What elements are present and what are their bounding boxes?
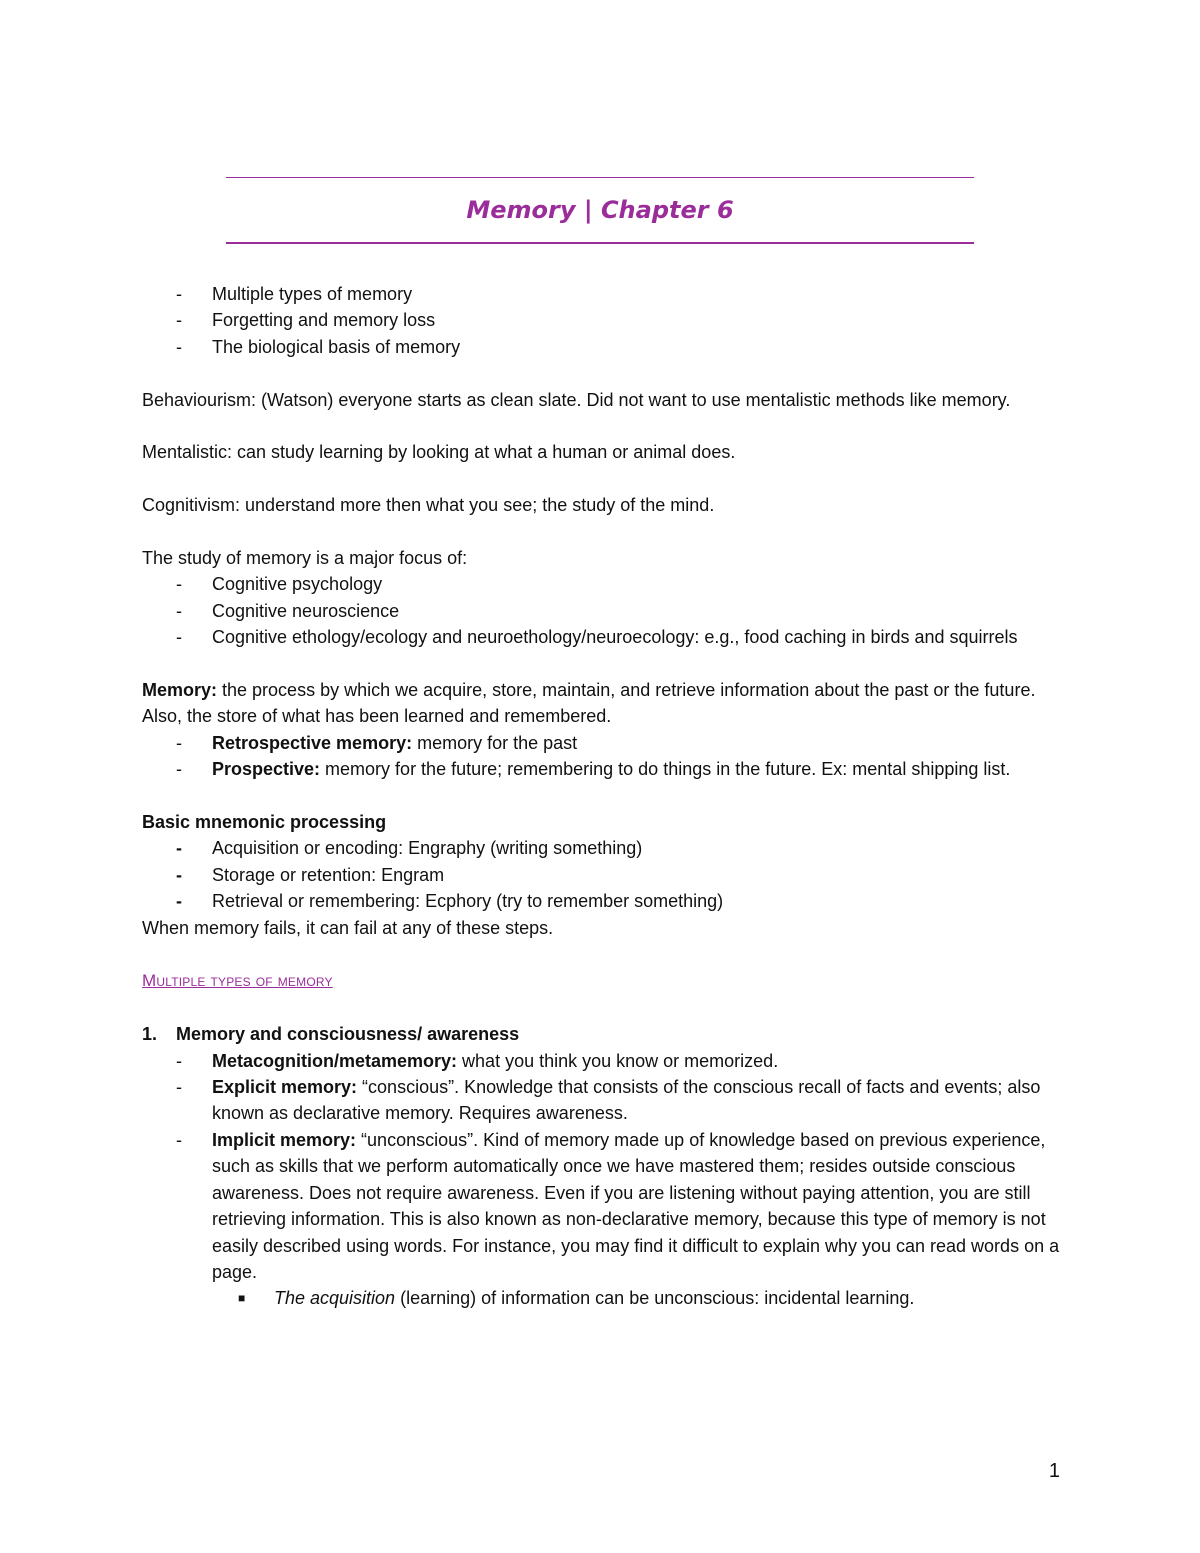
basic-processing-heading: Basic mnemonic processing — [142, 812, 387, 833]
title-top-rule — [226, 177, 974, 178]
document-body — [142, 281, 1072, 1312]
list-item: - Cognitive ethology/ecology and neuroethology/neuroecology: e.g., food caching in birds and squirrels — [176, 627, 1018, 648]
study-focus-intro: The study of memory is a major focus of: — [142, 548, 468, 568]
section1-heading: 1. Memory and consciousness/ awareness — [142, 1024, 520, 1045]
behaviourism-paragraph: Behaviourism: (Watson) everyone starts as clean slate. Did not want to use mentalistic methods like memory. — [142, 389, 1011, 410]
mentalistic-paragraph: Mentalistic: can study learning by looking at what a human or animal does. — [142, 442, 736, 463]
list-item: - Forgetting and memory loss — [176, 310, 436, 331]
memory-definition: Memory: the process by which we acquire, store, maintain, and retrieve information about the past or the future. Also, the store of what has been learned and remembered. — [142, 680, 1036, 727]
study-focus-list — [142, 571, 1072, 650]
cognitivism-paragraph: Cognitivism: understand more then what you see; the study of the mind. — [142, 495, 715, 516]
list-item: - Retrieval or remembering: Ecphory (try to remember something) — [176, 891, 724, 912]
overview-list — [142, 281, 1072, 360]
section1-list — [142, 1048, 1072, 1286]
section1-subitem: ■ The acquisition (learning) of information can be unconscious: incidental learning. — [142, 1285, 1072, 1311]
list-item: - Prospective: memory for the future; remembering to do things in the future. Ex: mental shipping list. — [176, 759, 1011, 780]
list-item: - Metacognition/metamemory: what you think you know or memorized. — [176, 1050, 779, 1071]
title-bottom-rule — [226, 242, 974, 244]
list-item: - Multiple types of memory — [176, 284, 413, 304]
list-item: - Implicit memory: “unconscious”. Kind of memory made up of knowledge based on previous experience, such as skills that we perform automatically once we have mastered them; resides outside conscious awareness. Does not require awareness. Even if you are listening without paying attention, you are still retrieving information. This is also known as non-declarative memory, because this type of memory is not easily described using words. For instance, you may find it difficult to explain why you can read words on a page. — [176, 1129, 1060, 1282]
page-title: Memory | Chapter 6 — [466, 196, 734, 224]
list-item: - Explicit memory: “conscious”. Knowledge that consists of the conscious recall of facts and events; also known as declarative memory. Requires awareness. — [176, 1077, 1041, 1124]
memory-types-list — [142, 730, 1072, 783]
basic-processing-list — [142, 835, 1072, 914]
page-number: 1 — [1048, 1460, 1060, 1482]
section-heading: Multiple types of memory — [142, 971, 333, 991]
square-bullet-icon: ■ — [238, 1291, 246, 1306]
list-item: - Cognitive psychology — [176, 574, 383, 595]
list-item: - Storage or retention: Engram — [176, 864, 445, 885]
list-item: - Acquisition or encoding: Engraphy (writing something) — [176, 838, 643, 859]
list-item: - The biological basis of memory — [176, 336, 461, 357]
basic-processing-footer: When memory fails, it can fail at any of these steps. — [142, 917, 554, 938]
list-item: - Cognitive neuroscience — [176, 600, 400, 621]
list-item: - Retrospective memory: memory for the past — [176, 732, 578, 753]
